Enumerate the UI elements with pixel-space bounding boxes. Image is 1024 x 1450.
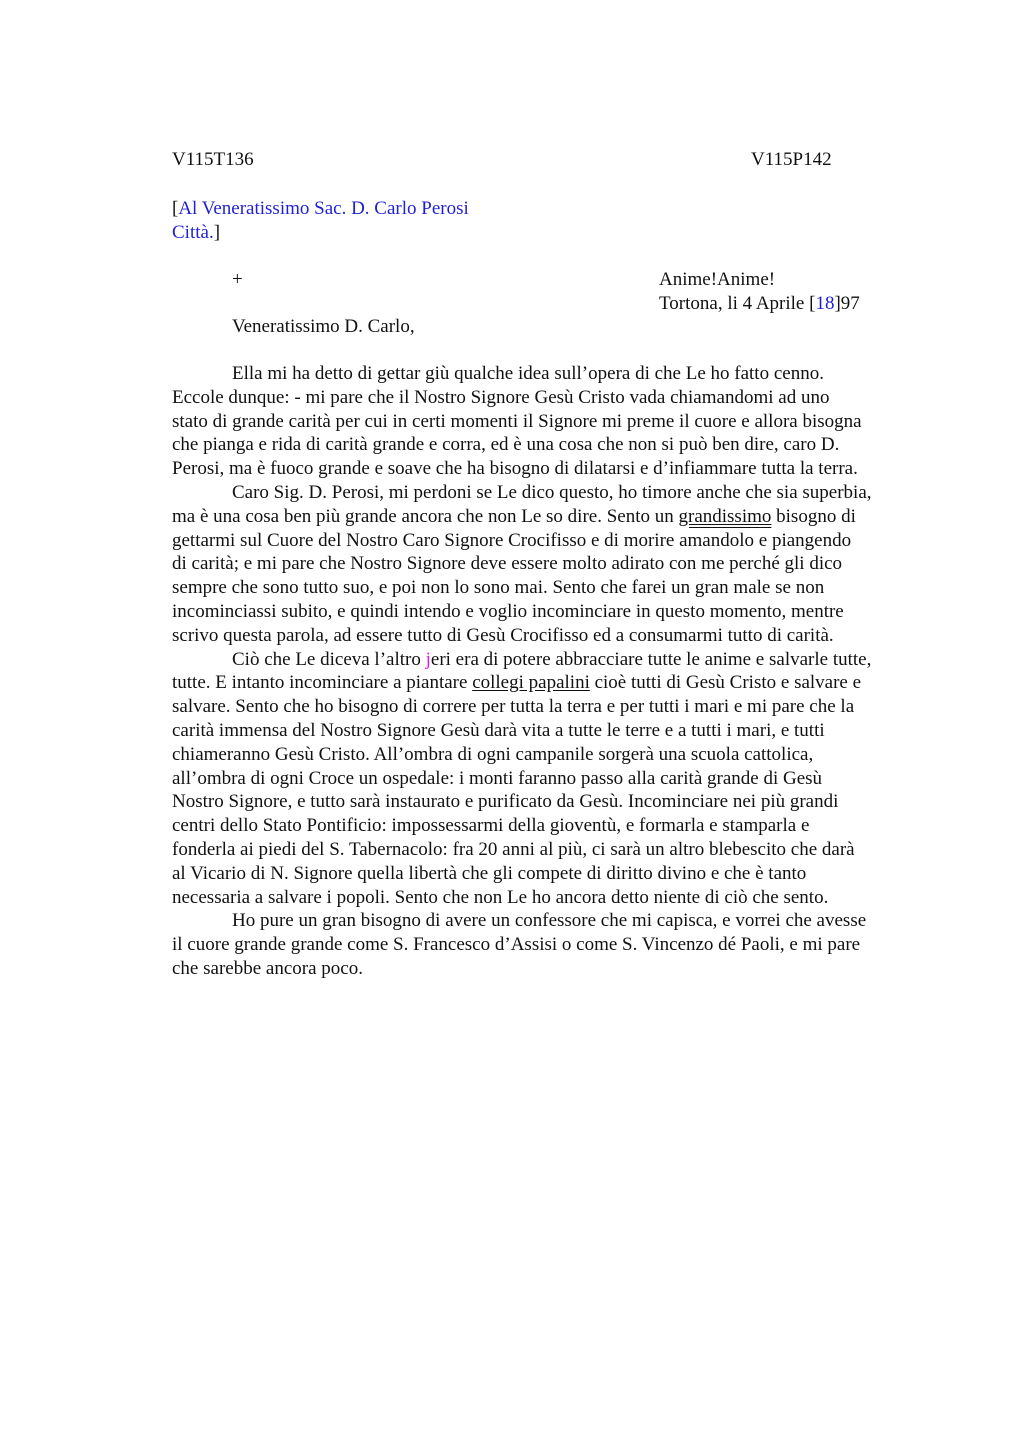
address-line-2: [172, 221, 469, 245]
paragraph-3-part-1: Ciò che Le diceva l’altro: [232, 648, 426, 670]
paragraph-3-part-3: cioè tutti di Gesù Cristo e salvare e salvare. Sento che ho bisogno di correre per tutta la terra e per tutti i mari e mi pare che la carità immensa del Nostro Signore Gesù darà vita a tutte le terre e a tutti i mari, e tutti chiameranno Gesù Cristo. All’ombra di ogni campanile sorgerà una scuola cattolica, all’ombra di ogni Croce un ospedale: i monti faranno passo alla carità grande di Gesù Nostro Signore, e tutto sarà instaurato e purificato da Gesù. Incominciare nei più grandi centri dello Stato Pontificio: impossessarmi della gioventù, e formarla e stamparla e fonderla ai piedi del S. Tabernacolo: fra 20 anni al più, ci sarà un altro blebescito che darà al Vicario di N. Signore quella libertà che gli compete di diritto divino e che è tanto necessaria a salvare i popoli. Sento che non Le ho ancora detto niente di ciò che sento.: [172, 672, 862, 908]
dateline-place-date: [659, 292, 860, 316]
address-open-bracket: [: [172, 198, 179, 219]
archive-code-left: V115T136: [172, 149, 254, 170]
paragraph-2-part-1: Caro Sig. D. Perosi, mi perdoni se Le dico questo, ho timore anche che sia superbia, ma è una cosa ben più grande ancora che non Le so dire. Sento un: [172, 481, 872, 527]
archive-code-right: V115P142: [751, 149, 832, 170]
salutation: Veneratissimo D. Carlo,: [232, 316, 415, 337]
dateline-date-suffix: ]97: [834, 292, 860, 314]
paragraph-1: Ella mi ha detto di gettar giù qualche idea sull’opera di che Le ho fatto cenno. Eccole dunque: - mi pare che il Nostro Signore Gesù Cristo vada chiamandomi ad uno stato di grande carità per cui in certi momenti il Signore mi preme il cuore e allora bisogna che pianga e rida di carità grande e corra, ed è una cosa che non si può ben dire, caro D. Perosi, ma è fuoco grande e soave che ha bisogno di dilatarsi e d’infiammare tutta la terra.: [172, 363, 862, 480]
paragraph-2-part-2: bisogno di gettarmi sul Cuore del Nostro Caro Signore Crocifisso e di morire amandolo e piangendo di carità; e mi pare che Nostro Signore deve essere molto adirato con me perché gli dico sempre che sono tutto suo, e poi non lo sono mai. Sento che farei un gran male se non incominciassi subito, e quindi intendo e voglio incominciare in questo momento, mentre scrivo questa parola, ad essere tutto di Gesù Crocifisso ed a consumarmi tutto di carità.: [172, 505, 856, 646]
address-city: Città.: [172, 221, 214, 243]
cross-symbol: +: [232, 269, 243, 290]
dateline-motto: Anime!Anime!: [659, 269, 776, 290]
paragraph-2: [172, 481, 932, 648]
recipient-address: [172, 197, 469, 245]
address-recipient: Al Veneratissimo Sac. D. Carlo Perosi: [178, 198, 469, 219]
paragraph-3: [172, 648, 932, 910]
address-close-bracket: ]: [213, 221, 221, 243]
dateline-year-editorial: 18: [815, 292, 835, 314]
underlined-phrase: collegi papalini: [472, 672, 590, 694]
double-underlined-word: grandissimo: [678, 505, 772, 527]
corrected-letter: j: [425, 648, 431, 670]
paragraph-4: Ho pure un gran bisogno di avere un confessore che mi capisca, e vorrei che avesse il cuore grande grande come S. Francesco d’Assisi o come S. Vincenzo dé Paoli, e mi pare che sarebbe ancora poco.: [172, 910, 867, 979]
address-line-1: [172, 197, 469, 221]
dateline: [659, 268, 860, 316]
letter-body: [172, 362, 932, 981]
dateline-date-prefix: Tortona, li 4 Aprile [: [659, 292, 816, 314]
paragraph-3-part-2: eri era di potere abbracciare tutte le anime e salvarle tutte, tutte. E intanto incominciare a piantare: [172, 648, 872, 694]
